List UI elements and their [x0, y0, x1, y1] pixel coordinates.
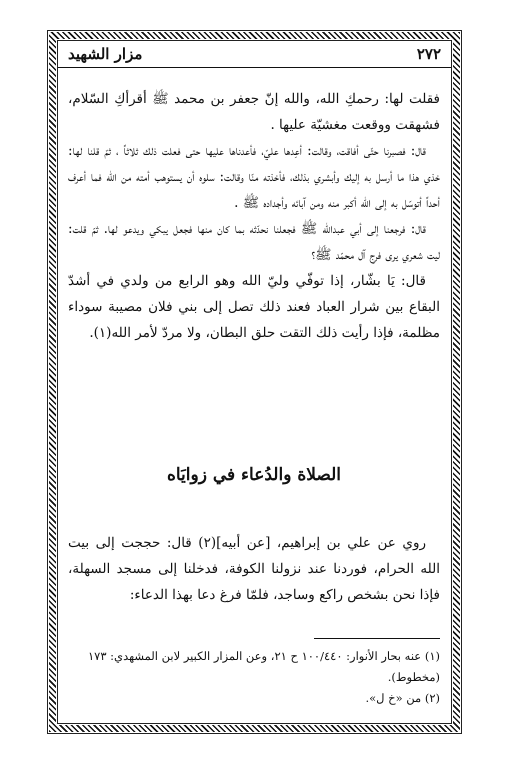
footnotes — [68, 646, 440, 709]
section-paragraph: روي عن علي بن إبراهيم، [عن أبيه](٢) قال: حججت إلى بيت الله الحرام، فوردنا عند نزولنا الكوفة، فدخلنا إلى مسجد السهلة، فإذا نحن بشخص راكع وساجد، فلمّا فرغ دعا بهذا الدعاء: — [68, 535, 440, 603]
body-text — [68, 86, 440, 346]
footnote: (٢) من «خ ل». — [365, 691, 440, 705]
paragraph: قال: فرجعنا إلى أبي عبدالله ﷺ فجعلنا نحدّثه بما كان منها فجعل يبكي ويدعو لها. ثمّ قلت: ليت شعري يرى فرج آل محمّد ﷺ؟ — [68, 221, 440, 263]
page-header — [58, 43, 451, 65]
footnote-rule — [314, 638, 440, 639]
paragraph: قال: فصبرنا حتّى أفاقت، وقالت: أعِدها عليّ، فأعدناها عليها حتى فعلت ذلك ثلاثاً ، ثمّ قلنا لها: خذي هذا ما أرسل به إليك وأبشري بذلك، فأخذته منّا وقالت: سلوه أن يستوهب أمته من الله فما أعرف أحداً أتوسّل به إلى الله أكبر منه ومن آبائه وأجداده ﷺ . — [68, 143, 440, 211]
header-rule — [58, 67, 451, 68]
page-number: ٢٧٢ — [416, 45, 441, 63]
paragraph: قال: يَا بشّار، إذا توفّي وليّ الله وهو الرابع من ولدي في أشدّ البقاع بين شرار العباد فعند ذلك تصل إلى بني فلان مصيبة سوداء مظلمة، فإذا رأيت ذلك التقت حلق البطان، ولا مردّ لأمر الله(١). — [68, 273, 440, 341]
running-title: مزار الشهيد — [68, 45, 143, 63]
section-text-block — [68, 530, 440, 608]
section-heading: الصلاة والدُعاء في زوايَاه — [166, 465, 342, 485]
footnote: (١) عنه بحار الأنوار: ١٠٠/٤٤٠ ح ٢١، وعن المزار الكبير لابن المشهدي: ١٧٣ (مخطوط). — [88, 649, 440, 684]
paragraph: فقلت لها: رحمكِ الله، والله إنّ جعفر بن محمد ﷺ أقرأكِ السّلام، فشهقت ووقعت مغشيّة عليها . — [68, 91, 440, 133]
